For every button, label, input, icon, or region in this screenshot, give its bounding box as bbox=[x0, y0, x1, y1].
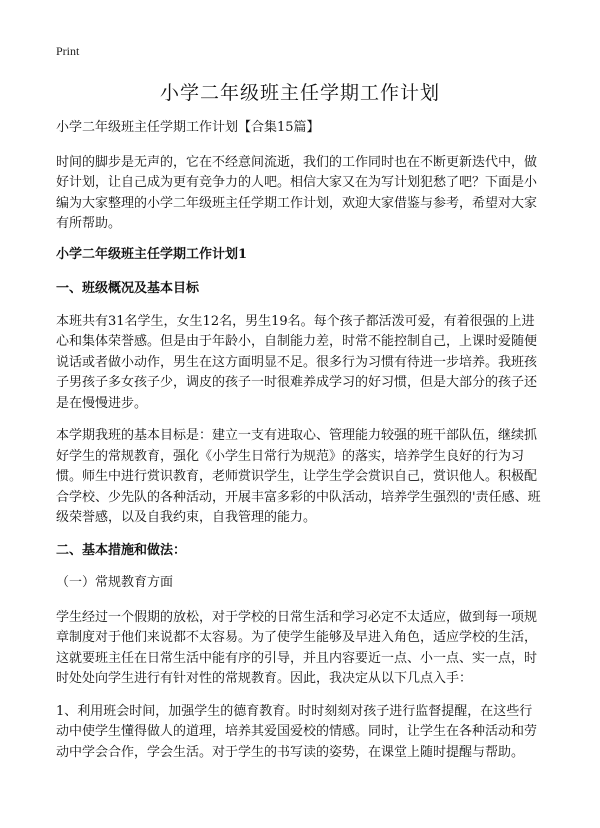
paragraph-class-overview: 本班共有31名学生，女生12名，男生19名。每个孩子都活泼可爱，有着很强的上进心和集体荣誉感。但是由于年龄小，自制能力差，时常不能控制自己，上课时爱随便说话或者做小动作，男生在这方面明显不足。很多行为习惯有待进一步培养。我班孩子男孩子多女孩子少，调皮的孩子一时很难养成学习的好习惯，但是大部分的孩子还是在慢慢进步。 bbox=[56, 313, 538, 411]
page-title: 小学二年级班主任学期工作计划 bbox=[159, 82, 440, 104]
section-heading-overview: 一、班级概况及基本目标 bbox=[56, 281, 200, 296]
plan-heading: 小学二年级班主任学期工作计划1 bbox=[56, 246, 248, 262]
intro-paragraph: 时间的脚步是无声的，它在不经意间流逝，我们的工作同时也在不断更新迭代中，做好计划，让自己成为更有竞争力的人吧。相信大家又在为写计划犯愁了吧？下面是小编为大家整理的小学二年级班主任学期工作计划，欢迎大家借鉴与参考，希望对大家有所帮助。 bbox=[56, 154, 538, 231]
section-heading-measures: 二、基本措施和做法： bbox=[56, 542, 187, 558]
subsection-heading-routine: （一）常规教育方面 bbox=[56, 575, 174, 590]
print-label: Print bbox=[56, 44, 80, 58]
paragraph-basic-goals: 本学期我班的基本目标是：建立一支有进取心、管理能力较强的班干部队伍，继续抓好学生的常规教育，强化《小学生日常行为规范》的落实，培养学生良好的行为习惯。师生中进行赏识教育，老师赏识学生，让学生学会赏识自己，赏识他人。积极配合学校、少先队的各种活动，开展丰富多彩的中队活动，培养学生强烈的'责任感、班级荣誉感，以及自我约束，自我管理的能力。 bbox=[56, 428, 541, 525]
document-content bbox=[56, 118, 544, 775]
paragraph-class-meeting: 1、利用班会时间，加强学生的德育教育。时时刻刻对孩子进行监督提醒，在这些行动中使学生懂得做人的道理，培养其爱国爱校的情感。同时，让学生在各种活动和劳动中学会合作，学会生活。对于学生的书写读的姿势，在课堂上随时提醒与帮助。 bbox=[56, 703, 538, 760]
paragraph-routine-education: 学生经过一个假期的放松，对于学校的日常生活和学习必定不太适应，做到每一项规章制度对于他们来说都不太容易。为了使学生能够及早进入角色，适应学校的生活，这就要班主任在日常生活中能有序的引导，并且内容要近一点、小一点、实一点，时时处处向学生进行有针对性的常规教育。因此，我决定从以下几点入手： bbox=[56, 609, 538, 686]
document-subtitle: 小学二年级班主任学期工作计划【合集15篇】 bbox=[56, 120, 320, 135]
